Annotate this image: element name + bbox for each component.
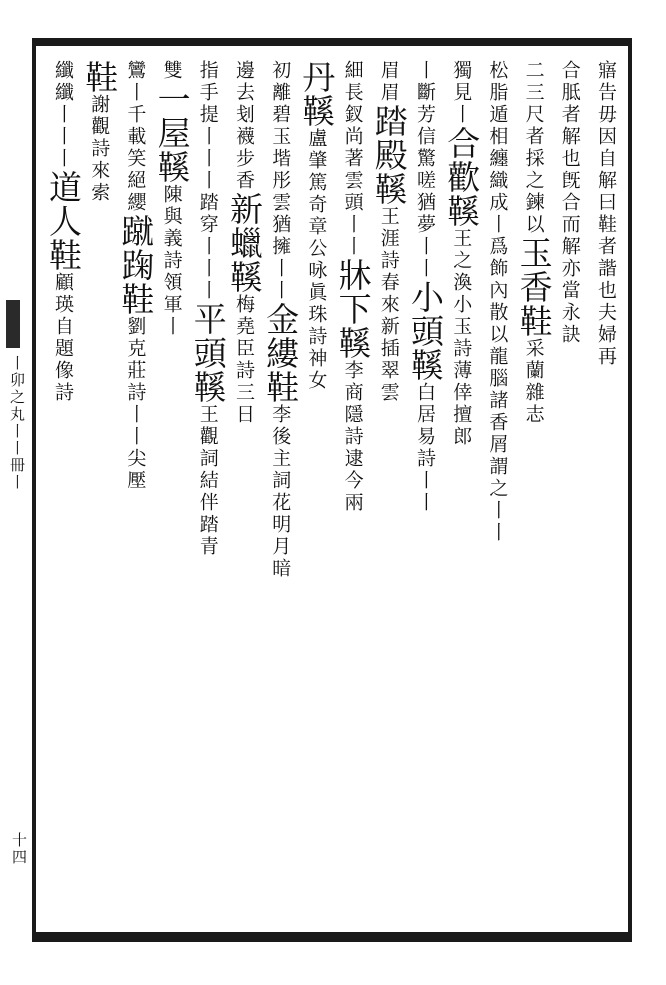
text-column: [150, 60, 192, 905]
body-text: 松脂遁相纏織成丨: [486, 60, 509, 236]
left-border: [32, 38, 36, 942]
body-text: 合胝者解也旣合而解亦當永訣: [558, 60, 581, 346]
body-text: 李商隱詩逮今兩: [341, 360, 364, 514]
body-text: 獨見丨: [450, 60, 473, 126]
entry-heading: 鞋: [80, 60, 120, 94]
body-text: 二三尺者採之鍊以: [522, 60, 545, 236]
body-text: 斷芳信驚嗟猶夢丨丨: [414, 82, 436, 280]
body-text: 丨: [414, 60, 436, 82]
text-column: [41, 60, 83, 905]
entry-heading: 蹴踘鞋: [116, 214, 156, 316]
body-text: 李後主詞花明月暗: [269, 404, 292, 580]
text-column: [294, 60, 336, 905]
text-column: [512, 60, 554, 905]
text-column: [548, 60, 590, 905]
body-text: 爲飾內散以龍腦諸香屑謂之丨丨: [486, 236, 509, 544]
body-text: 雙: [160, 60, 183, 82]
entry-heading: 道人鞋: [44, 170, 83, 272]
bottom-border: [32, 932, 632, 942]
entry-heading: 一屋鞵: [152, 82, 192, 184]
body-text: 梅堯臣詩三日: [233, 294, 255, 426]
body-text: 丨千載笑絕纓: [124, 82, 147, 214]
spine-block: [6, 300, 20, 348]
text-column: [258, 60, 300, 905]
body-text: 初離碧玉堦彤雲猶擁丨丨: [269, 60, 292, 302]
text-column: [403, 60, 445, 905]
body-text: 顧瑛自題像詩: [52, 272, 74, 404]
body-text: 采蘭雜志: [522, 338, 545, 426]
body-text: 王之渙小玉詩薄倖擅郎: [450, 228, 473, 448]
body-text: 纖纖丨丨丨: [52, 60, 74, 170]
body-text: 王觀詞結伴踏青: [196, 404, 219, 558]
body-text: 盧肇篤奇章公咏眞珠詩神女: [305, 128, 328, 392]
body-text: 白居易詩丨丨: [414, 382, 436, 514]
text-column: [331, 60, 373, 905]
text-column: [475, 60, 517, 905]
right-border: [628, 38, 632, 942]
page-number: 十四: [10, 832, 28, 866]
body-text: 邊去刬襪步香: [233, 60, 255, 192]
body-text: 鸞: [124, 60, 147, 82]
body-text: 劉克莊詩丨丨尖壓: [124, 316, 147, 492]
text-column: [584, 60, 626, 905]
entry-heading: 牀下鞵: [333, 258, 373, 360]
body-text: 指手提丨丨丨: [196, 60, 219, 192]
body-text: 陳與義詩領軍丨: [160, 184, 183, 338]
text-column: [439, 60, 481, 905]
entry-heading: 小頭鞵: [406, 280, 445, 382]
body-text: 王涯詩春來新插翠雲: [377, 206, 400, 404]
body-text: 眉眉: [377, 60, 400, 104]
text-column: [222, 60, 264, 905]
entry-heading: 合歡鞵: [442, 126, 482, 228]
top-border: [32, 38, 632, 46]
text-column: [77, 60, 119, 905]
entry-heading: 平頭鞵: [188, 302, 228, 404]
entry-heading: 新蠟鞵: [225, 192, 264, 294]
body-text: 細長: [341, 60, 364, 104]
text-column: [113, 60, 155, 905]
text-column: [367, 60, 409, 905]
body-text: 踏穿丨丨丨: [196, 192, 219, 302]
entry-heading: 丹鞵: [297, 60, 337, 128]
body-text: 謝觀詩來索: [88, 94, 111, 204]
body-text: 寤告毋因自解曰鞋者諧也夫婦再: [595, 60, 617, 368]
text-column: [186, 60, 228, 905]
body-text: 釵尚著雲頭丨丨: [341, 104, 364, 258]
entry-heading: 金縷鞋: [261, 302, 301, 404]
entry-heading: 玉香鞋: [514, 236, 554, 338]
gutter-text: 丨卯之丸丨丨冊丨: [8, 355, 26, 491]
entry-heading: 踏殿鞵: [369, 104, 409, 206]
